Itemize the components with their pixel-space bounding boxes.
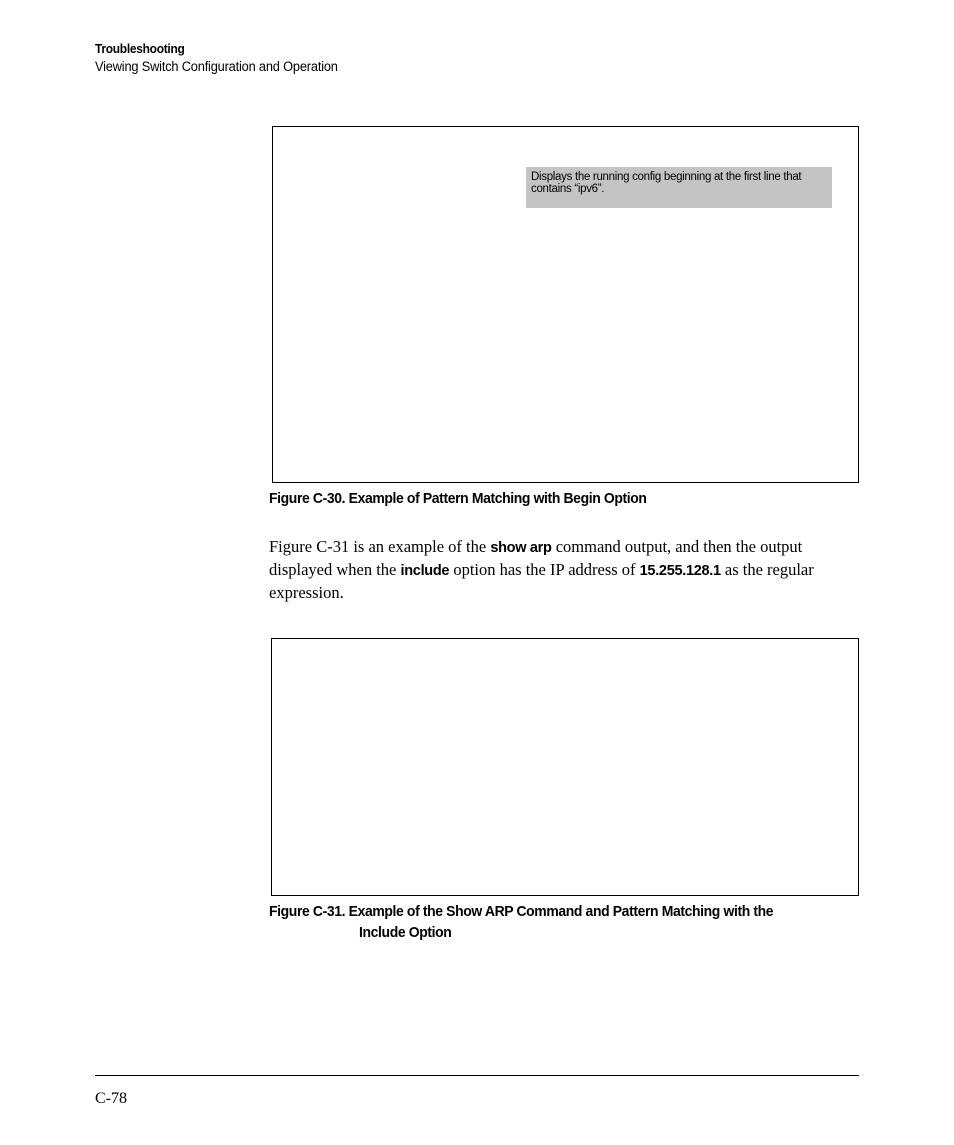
keyword-ip-address: 15.255.128.1 xyxy=(639,563,721,579)
figure-c31-caption-line2: Include Option xyxy=(359,924,452,941)
para-text-2: command output, and then the output displayed when the xyxy=(269,537,803,579)
section-title: Troubleshooting xyxy=(95,41,185,56)
figure-c31-image-frame xyxy=(271,638,859,896)
figure-c30-caption: Figure C-30. Example of Pattern Matching with Begin Option xyxy=(269,490,647,507)
body-paragraph xyxy=(269,536,869,604)
keyword-show-arp: show arp xyxy=(490,540,552,556)
subsection-title: Viewing Switch Configuration and Operation xyxy=(95,59,338,74)
para-text-3: option has the IP address of xyxy=(449,560,640,579)
para-text-4: as the regular expression. xyxy=(269,560,814,602)
figure-c31-caption-line1: Figure C-31. Example of the Show ARP Command and Pattern Matching with the xyxy=(269,903,774,920)
page-number: C-78 xyxy=(95,1090,127,1107)
keyword-include: include xyxy=(400,563,450,579)
footer-divider xyxy=(95,1075,859,1076)
para-text-1: Figure C-31 is an example of the xyxy=(269,537,491,556)
figure-c30-callout: Displays the running config beginning at the first line that contains “ipv6”. xyxy=(526,167,832,208)
